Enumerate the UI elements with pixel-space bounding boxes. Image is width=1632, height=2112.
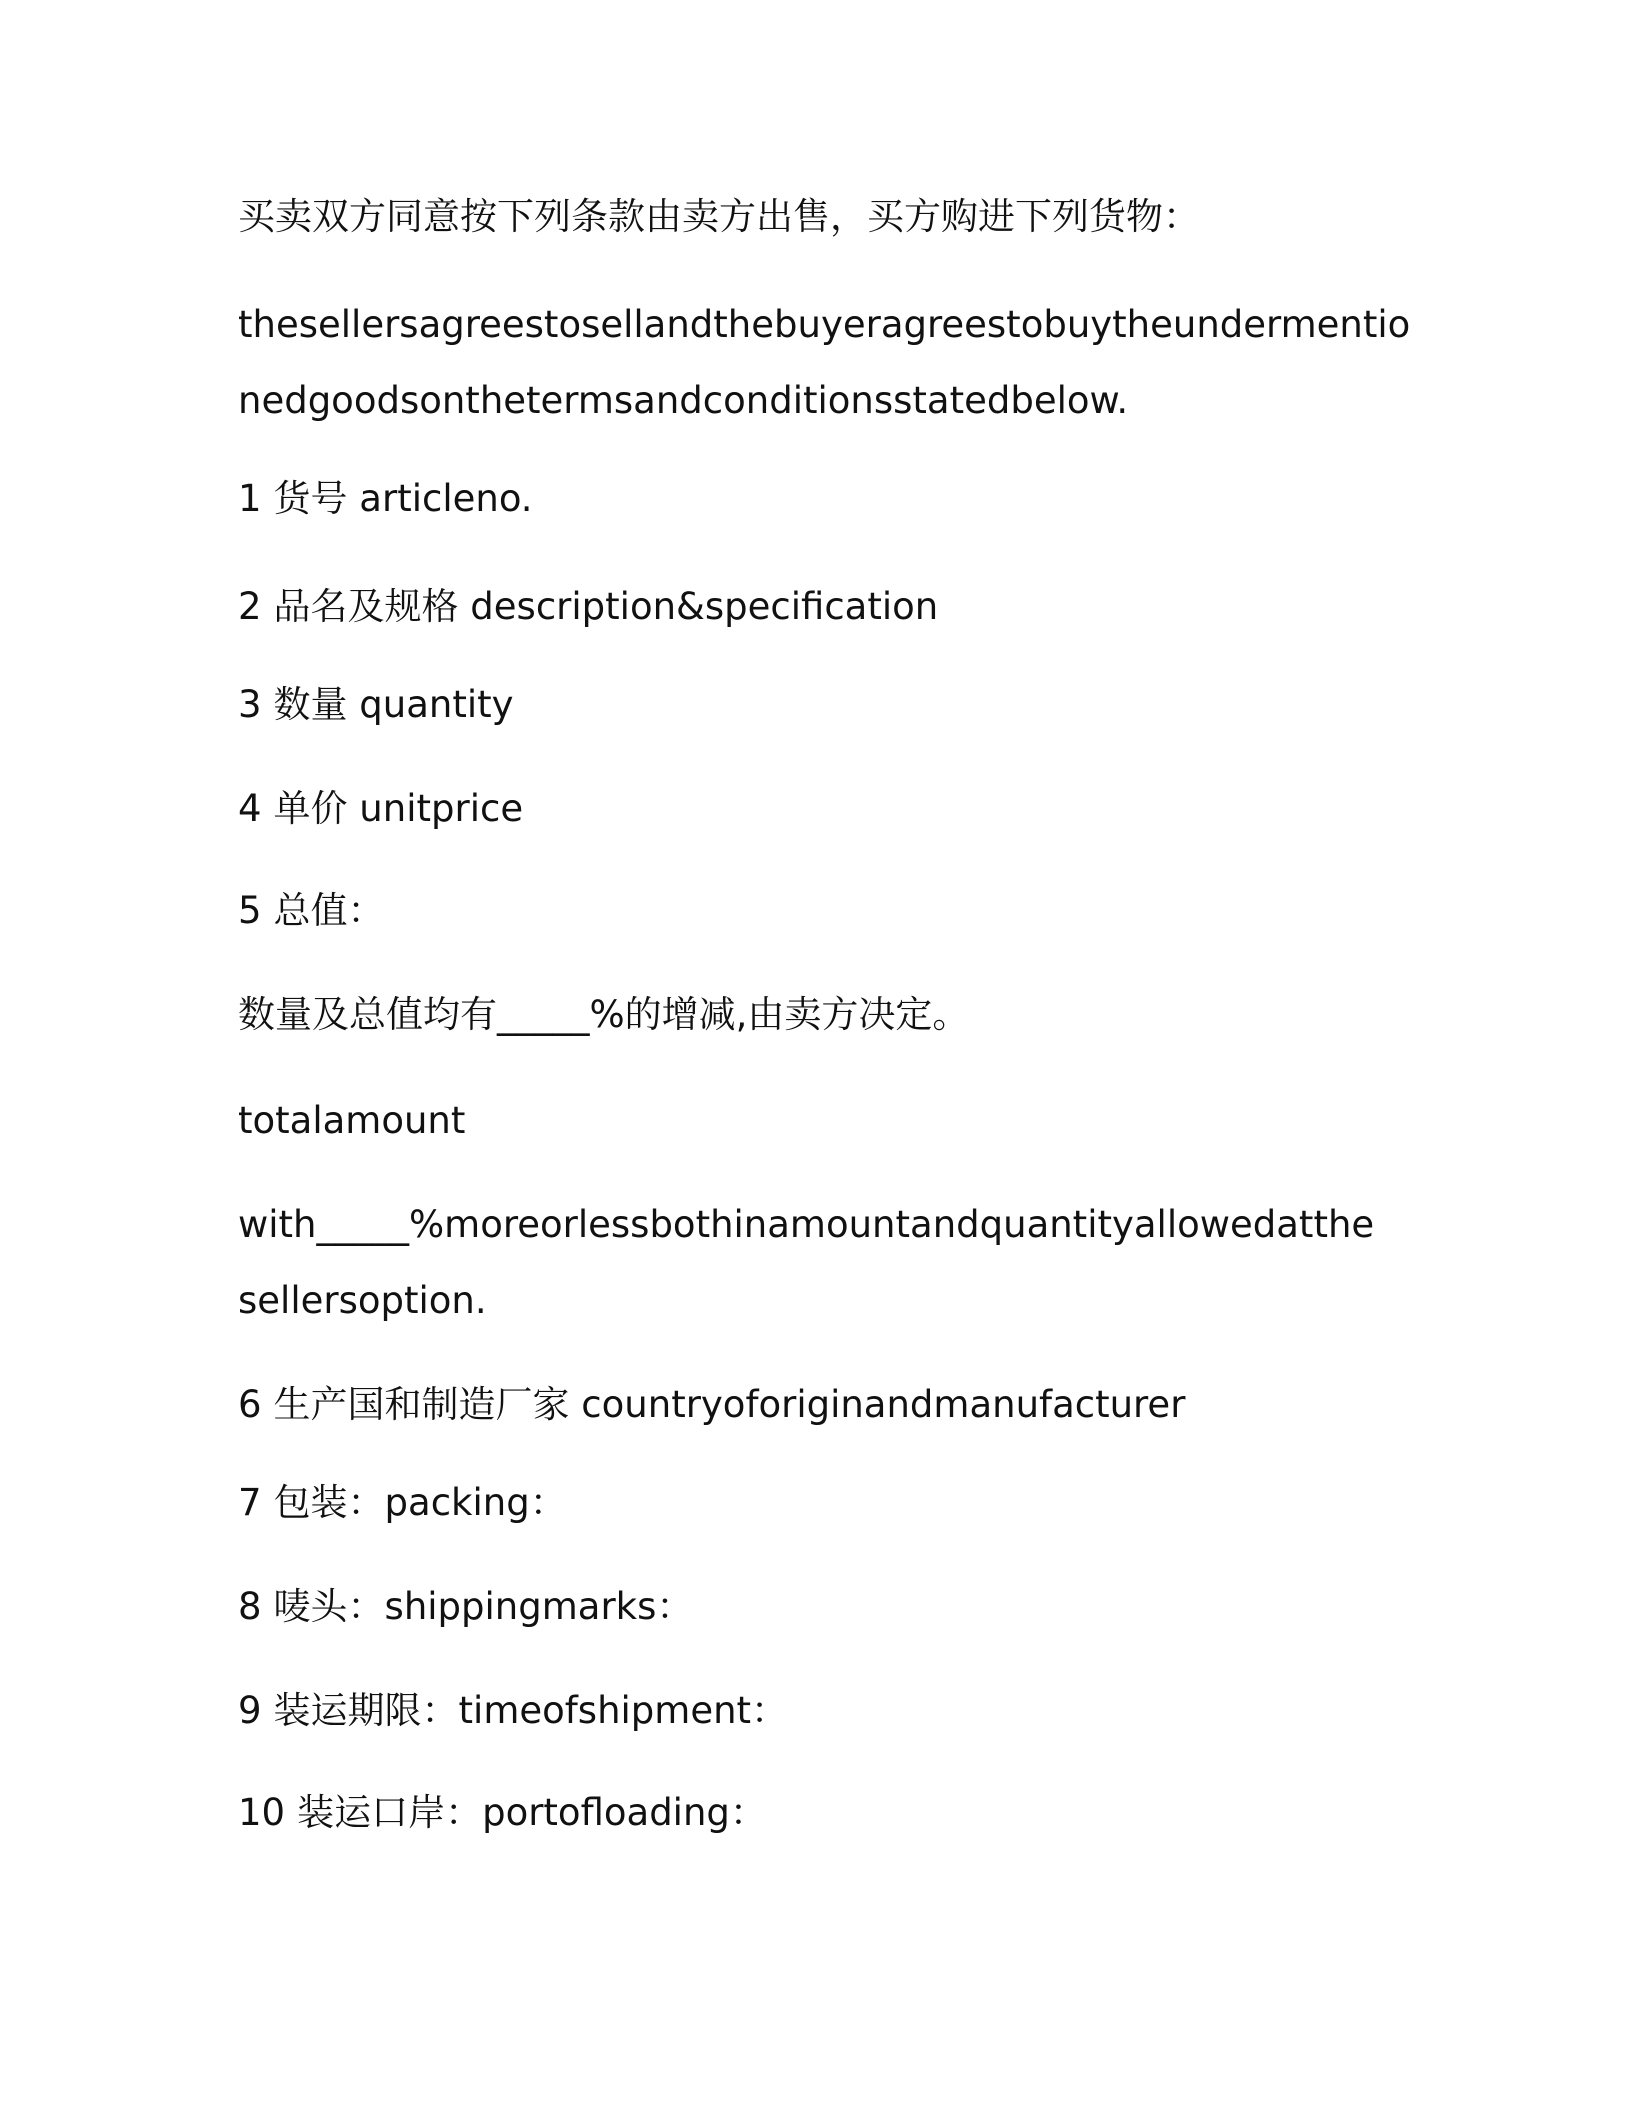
- clause-text: 货号 articleno.: [273, 477, 533, 520]
- clause-text: 单价 unitprice: [273, 787, 524, 830]
- clause-number: 1: [238, 477, 262, 520]
- clause-10: [238, 1788, 767, 1838]
- intro-english-line-2: nedgoodsonthetermsandconditionsstatedbelow.: [238, 379, 1129, 422]
- clause-7: [238, 1478, 567, 1528]
- clause-text: 装运口岸：portofloading：: [297, 1791, 767, 1834]
- clause-text: 数量 quantity: [273, 683, 514, 726]
- total-amount-label: totalamount: [238, 1099, 466, 1142]
- clause-1: [238, 474, 533, 524]
- clause-3: [238, 680, 514, 730]
- clause-text: 包装：packing：: [273, 1481, 567, 1524]
- clause-text: 装运期限：timeofshipment：: [273, 1689, 789, 1732]
- intro-english-line-1: thesellersagreestosellandthebuyeragreestobuytheundermentio: [238, 303, 1411, 346]
- clause-number: 5: [238, 889, 262, 932]
- clause-number: 4: [238, 787, 262, 830]
- clause-number: 6: [238, 1383, 262, 1426]
- clause-number: 3: [238, 683, 262, 726]
- clause-number: 7: [238, 1481, 262, 1524]
- clause-8: [238, 1582, 693, 1632]
- clause-text: 品名及规格 description&specification: [273, 585, 939, 628]
- clause-number: 2: [238, 585, 262, 628]
- clause-5: [238, 886, 385, 936]
- intro-chinese: 买卖双方同意按下列条款由卖方出售，买方购进下列货物：: [238, 195, 1200, 238]
- clause-4: [238, 784, 523, 834]
- total-note-english-line-1: with_____%moreorlessbothinamountandquantityallowedatthe: [238, 1203, 1375, 1246]
- total-note-english-line-2: sellersoption.: [238, 1279, 487, 1322]
- clause-number: 8: [238, 1585, 262, 1628]
- clause-6: [238, 1380, 1185, 1430]
- clause-text: 生产国和制造厂家 countryoforiginandmanufacturer: [273, 1383, 1186, 1426]
- clause-number: 10: [238, 1791, 286, 1834]
- clause-text: 唛头：shippingmarks：: [273, 1585, 694, 1628]
- total-note-chinese: 数量及总值均有_____%的增减,由卖方决定。: [238, 993, 970, 1036]
- clause-number: 9: [238, 1689, 262, 1732]
- clause-9: [238, 1686, 788, 1736]
- clause-text: 总值：: [273, 889, 385, 932]
- clause-2: [238, 582, 938, 632]
